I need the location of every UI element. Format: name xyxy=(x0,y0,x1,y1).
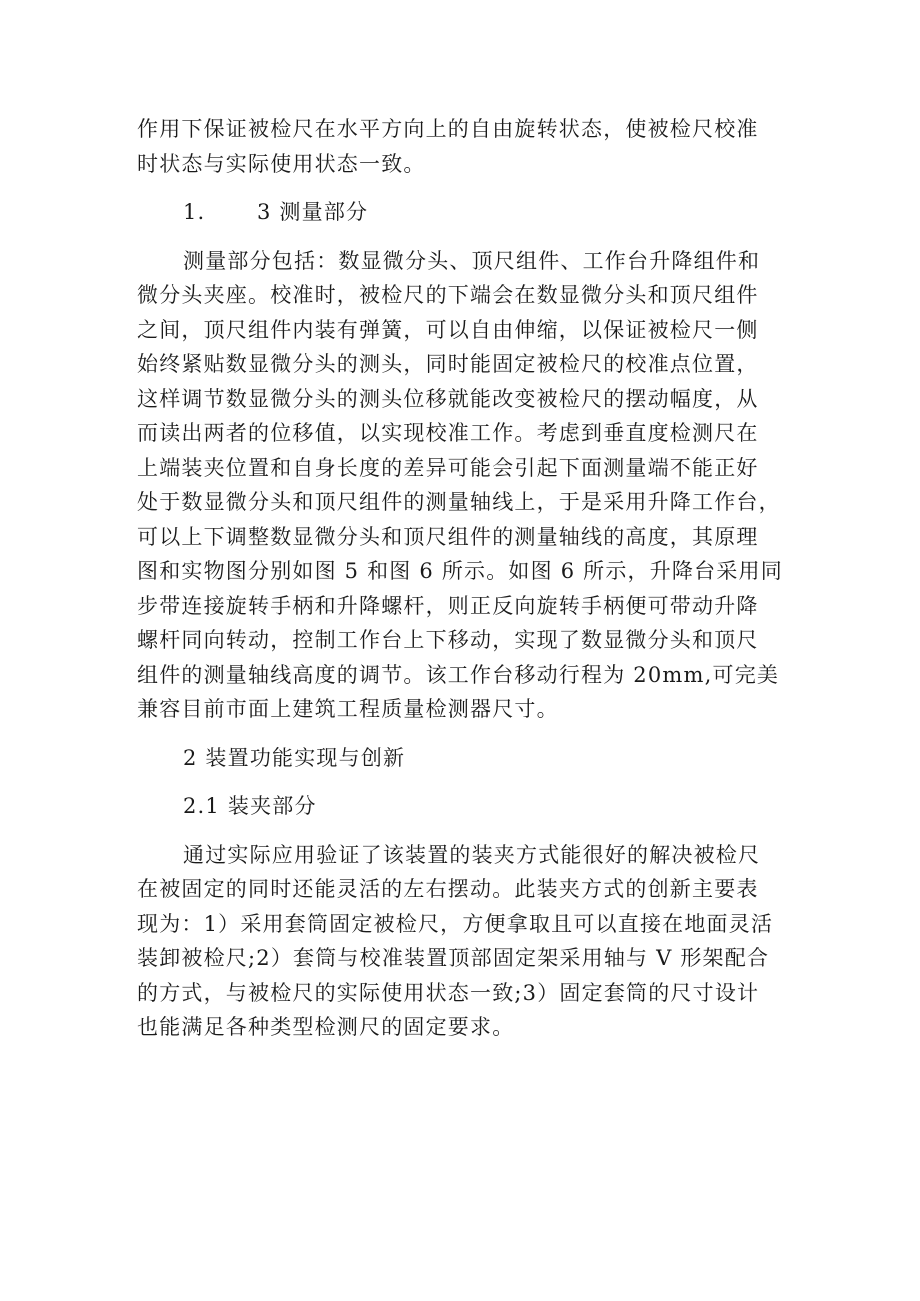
text-line: 处于数显微分头和顶尺组件的测量轴线上，于是采用升降工作台， xyxy=(137,490,781,514)
text-line: 现为：1）采用套筒固定被检尺，方便拿取且可以直接在地面灵活 xyxy=(137,911,774,936)
paragraph-clamping xyxy=(137,838,793,1045)
text-line: 兼容目前市面上建筑工程质量检测器尺寸。 xyxy=(137,697,559,721)
text-line: 的方式，与被检尺的实际使用状态一致;3）固定套筒的尺寸设计 xyxy=(137,980,760,1005)
text-line: 微分头夹座。校准时，被检尺的下端会在数显微分头和顶尺组件 xyxy=(137,283,759,307)
paragraph-continuation xyxy=(137,112,793,181)
text-line: 测量部分包括：数显微分头、顶尺组件、工作台升降组件和 xyxy=(183,248,761,273)
document-page xyxy=(137,112,793,1059)
paragraph-measurement xyxy=(137,244,793,727)
section-heading-1-3 xyxy=(137,195,793,230)
text-line: 装卸被检尺;2）套筒与校准装置顶部固定架采用轴与 V 形架配合 xyxy=(137,946,770,970)
text-line: 在被固定的同时还能灵活的左右摆动。此装夹方式的创新主要表 xyxy=(137,877,759,901)
text-line: 步带连接旋转手柄和升降螺杆，则正反向旋转手柄便可带动升降 xyxy=(137,593,759,618)
heading-number: 1. xyxy=(183,200,206,224)
text-line: 作用下保证被检尺在水平方向上的自由旋转状态，使被检尺校准 xyxy=(137,117,759,141)
text-line: 而读出两者的位移值，以实现校准工作。考虑到垂直度检测尺在 xyxy=(137,421,759,445)
section-heading-2-1: 2.1 装夹部分 xyxy=(183,794,317,818)
text-line: 图和实物图分别如图 5 和图 6 所示。如图 6 所示，升降台采用同 xyxy=(137,559,783,583)
text-line: 这样调节数显微分头的测头位移就能改变被检尺的摆动幅度，从 xyxy=(137,386,759,411)
text-line: 组件的测量轴线高度的调节。该工作台移动行程为 20mm,可完美 xyxy=(137,662,780,687)
text-line: 上端装夹位置和自身长度的差异可能会引起下面测量端不能正好 xyxy=(137,455,759,480)
heading-text: 3 测量部分 xyxy=(257,200,369,224)
section-heading-2: 2 装置功能实现与创新 xyxy=(183,745,406,770)
text-line: 之间，顶尺组件内装有弹簧，可以自由伸缩，以保证被检尺一侧 xyxy=(137,317,759,342)
text-line: 通过实际应用验证了该装置的装夹方式能很好的解决被检尺 xyxy=(183,842,761,867)
text-line: 螺杆同向转动，控制工作台上下移动，实现了数显微分头和顶尺 xyxy=(137,628,759,652)
text-line: 可以上下调整数显微分头和顶尺组件的测量轴线的高度，其原理 xyxy=(137,524,759,549)
text-line: 始终紧贴数显微分头的测头，同时能固定被检尺的校准点位置， xyxy=(137,352,759,376)
text-line: 时状态与实际使用状态一致。 xyxy=(137,151,426,176)
text-line: 也能满足各种类型检测尺的固定要求。 xyxy=(137,1015,515,1039)
